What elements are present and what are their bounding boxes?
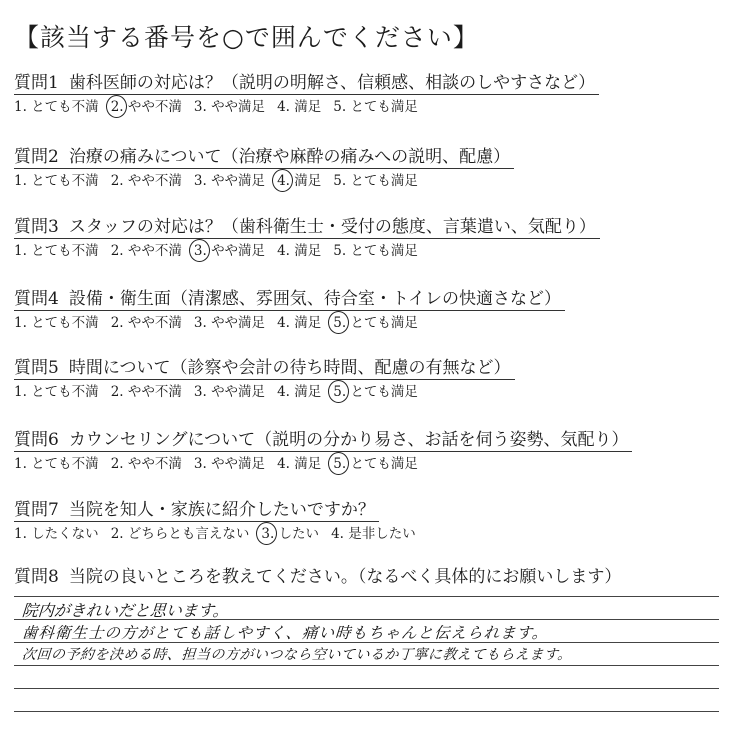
option-label: やや不満 [127,384,182,400]
answer-lines [14,596,719,716]
option-label: とても不満 [31,243,99,259]
option-label: やや不満 [127,315,182,331]
answer-line [14,711,719,716]
option-number: 5. [333,384,347,400]
question-1-heading [14,72,599,95]
rating-options [14,98,714,116]
question-2 [14,146,714,190]
question-number: 質問8 [14,567,59,587]
option-number: 4. [277,173,290,189]
rating-option-1[interactable] [14,172,99,190]
answer-line [14,596,719,619]
option-number: 1. [14,456,27,472]
question-3 [14,216,714,260]
option-label: とても満足 [350,173,418,189]
option-number: 2. [110,456,124,472]
option-number: 1. [14,99,27,115]
option-label: どちらとも言えない [127,526,250,542]
question-8-heading [14,566,625,588]
question-5 [14,357,714,401]
question-number: 質問5 [14,358,59,378]
option-number: 2. [110,384,124,400]
option-number: 4. [277,456,290,472]
option-number: 3. [193,456,207,472]
question-text: 設備・衛生面（清潔感、雰囲気、待合室・トイレの快適さなど） [68,289,561,309]
rating-option-3[interactable] [194,383,265,401]
rating-option-5-circled[interactable] [333,383,418,401]
option-label: とても不満 [31,456,99,472]
option-number: 5. [333,99,347,115]
rating-option-4[interactable] [277,314,321,332]
answer-line [14,665,719,688]
handwritten-answer: 院内がきれいだと思います。 [21,601,230,620]
option-number: 1. [14,173,27,189]
option-number: 4. [277,243,290,259]
rating-options [14,314,714,332]
rating-option-1[interactable] [14,98,99,116]
option-label: とても満足 [350,99,418,115]
question-text: 当院を知人・家族に紹介したいですか？ [68,500,375,520]
option-label: やや満足 [211,315,266,331]
rating-option-4[interactable] [277,242,321,260]
option-label: やや不満 [127,456,182,472]
rating-option-1[interactable] [14,383,99,401]
question-8 [14,566,719,588]
option-number: 2. [110,526,124,542]
option-label: やや満足 [211,243,266,259]
option-label: やや満足 [211,384,266,400]
option-label: やや満足 [211,456,266,472]
rating-options [14,455,714,473]
question-4-heading [14,288,565,311]
rating-option-5[interactable] [333,172,418,190]
rating-option-3-circled[interactable] [261,525,319,543]
rating-option-5-circled[interactable] [333,314,418,332]
rating-option-5-circled[interactable] [333,455,418,473]
rating-option-1[interactable] [14,314,99,332]
rating-option-4[interactable] [277,455,321,473]
option-label: やや不満 [127,243,182,259]
option-number: 1. [14,384,27,400]
question-7-heading [14,499,379,522]
option-number: 2. [110,173,124,189]
rating-option-3[interactable] [194,314,265,332]
rating-option-2[interactable] [111,383,182,401]
question-text: 時間について（診察や会計の待ち時間、配慮の有無など） [68,358,511,378]
rating-option-3[interactable] [194,172,265,190]
rating-option-3[interactable] [194,98,265,116]
option-label: やや不満 [127,99,182,115]
rating-option-1[interactable] [14,455,99,473]
option-number: 3. [193,315,207,331]
question-6-heading [14,429,632,452]
option-label: したい [278,526,320,542]
rating-option-3[interactable] [194,455,265,473]
handwritten-answer: 歯科衛生士の方がとても話しやすく、痛い時もちゃんと伝えられます。 [21,624,550,642]
option-label: やや不満 [127,173,182,189]
rating-option-2[interactable] [111,525,250,543]
option-number: 5. [333,456,347,472]
question-text: カウンセリングについて（説明の分かり易さ、お話を伺う姿勢、気配り） [68,430,629,450]
option-label: 是非したい [348,526,416,542]
option-number: 4. [277,384,290,400]
option-number: 4. [331,526,344,542]
option-number: 3. [261,526,275,542]
option-number: 5. [333,243,347,259]
question-7 [14,499,714,543]
rating-option-2[interactable] [111,242,182,260]
question-3-heading [14,216,600,239]
rating-option-5[interactable] [333,242,418,260]
question-number: 質問2 [14,147,59,167]
option-label: 満足 [294,456,322,472]
question-number: 質問3 [14,217,59,237]
rating-option-4[interactable] [277,98,321,116]
rating-options [14,525,714,543]
question-6 [14,429,714,473]
question-4 [14,288,714,332]
form-title: 【該当する番号を○で囲んでください】 [14,23,479,52]
question-text: スタッフの対応は？（歯科衛生士・受付の態度、言葉遣い、気配り） [68,217,596,237]
option-number: 3. [193,173,207,189]
option-label: やや満足 [211,173,266,189]
answer-line [14,688,719,711]
option-label: とても満足 [350,456,418,472]
question-text: 歯科医師の対応は？（説明の明解さ、信頼感、相談のしやすさなど） [68,73,596,93]
option-number: 1. [14,243,27,259]
option-label: 満足 [294,243,322,259]
option-label: 満足 [294,315,322,331]
option-number: 3. [193,384,207,400]
option-number: 3. [193,243,207,259]
rating-option-1[interactable] [14,525,99,543]
rating-options [14,383,714,401]
option-label: 満足 [294,173,322,189]
option-label: 満足 [294,384,322,400]
question-2-heading [14,146,514,169]
rating-option-4-circled[interactable] [277,172,321,190]
option-label: やや満足 [211,99,266,115]
option-number: 4. [277,99,290,115]
option-number: 2. [110,243,124,259]
option-number: 1. [14,315,27,331]
rating-option-2[interactable] [111,455,182,473]
handwritten-answer: 次回の予約を決める時、担当の方がいつなら空いているか丁寧に教えてもらえます。 [21,647,573,663]
option-label: とても不満 [31,173,99,189]
question-5-heading [14,357,515,380]
option-label: とても満足 [350,384,418,400]
option-number: 5. [333,173,347,189]
question-number: 質問7 [14,500,59,520]
option-number: 2. [110,315,124,331]
option-label: したくない [31,526,99,542]
option-label: とても不満 [31,384,99,400]
answer-line [14,619,719,642]
rating-option-2[interactable] [111,172,182,190]
rating-option-3-circled[interactable] [194,242,265,260]
question-number: 質問4 [14,289,59,309]
rating-option-4[interactable] [277,383,321,401]
rating-option-1[interactable] [14,242,99,260]
option-label: とても満足 [350,243,418,259]
rating-options [14,172,714,190]
option-label: 満足 [294,99,322,115]
option-number: 4. [277,315,290,331]
rating-option-2-circled[interactable] [111,98,182,116]
option-number: 3. [193,99,207,115]
rating-option-5[interactable] [333,98,418,116]
answer-line [14,642,719,665]
option-number: 2. [110,99,124,115]
option-label: とても満足 [350,315,418,331]
rating-option-2[interactable] [111,314,182,332]
option-number: 1. [14,526,27,542]
question-text: 当院の良いところを教えてください。（なるべく具体的にお願いします） [68,567,622,587]
option-label: とても不満 [31,315,99,331]
option-label: とても不満 [31,99,99,115]
rating-options [14,242,714,260]
option-number: 5. [333,315,347,331]
question-number: 質問1 [14,73,59,93]
question-1 [14,72,714,116]
rating-option-4[interactable] [331,525,416,543]
question-number: 質問6 [14,430,59,450]
question-text: 治療の痛みについて（治療や麻酔の痛みへの説明、配慮） [68,147,511,167]
